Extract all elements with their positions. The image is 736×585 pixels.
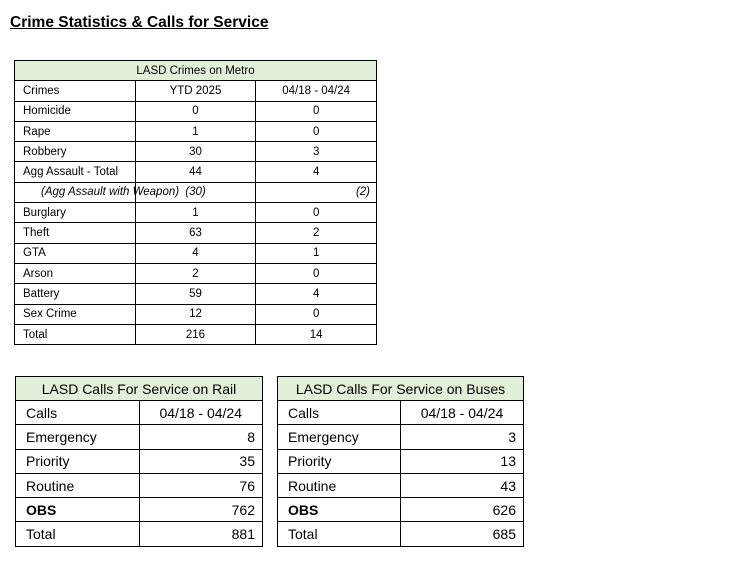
crime-label: Agg Assault - Total xyxy=(15,162,136,182)
crime-ytd: (30) xyxy=(135,182,256,202)
table-row-total xyxy=(278,522,524,546)
table-row xyxy=(15,101,377,121)
call-count: 762 xyxy=(139,498,263,522)
crime-label: Theft xyxy=(15,223,136,243)
column-header-week: 04/18 - 04/24 xyxy=(256,81,377,101)
crime-label: Total xyxy=(15,324,136,344)
bus-calls-table xyxy=(277,376,524,547)
table-row xyxy=(15,243,377,263)
crime-ytd: 216 xyxy=(135,324,256,344)
table-row xyxy=(16,449,263,473)
call-type-label: Emergency xyxy=(16,425,140,449)
crime-ytd: 4 xyxy=(135,243,256,263)
table-row xyxy=(278,498,524,522)
table-row xyxy=(278,449,524,473)
column-header-calls: Calls xyxy=(16,401,140,425)
call-count: 685 xyxy=(401,522,524,546)
column-header-crimes: Crimes xyxy=(15,81,136,101)
call-count: 881 xyxy=(139,522,263,546)
crime-week: 14 xyxy=(256,324,377,344)
rail-calls-table xyxy=(15,376,263,547)
crime-label: Burglary xyxy=(15,203,136,223)
column-header-ytd: YTD 2025 xyxy=(135,81,256,101)
column-header-week: 04/18 - 04/24 xyxy=(401,401,524,425)
crime-ytd: 12 xyxy=(135,304,256,324)
crime-ytd: 1 xyxy=(135,203,256,223)
table-header-row xyxy=(15,81,377,101)
crime-ytd: 0 xyxy=(135,101,256,121)
call-count: 626 xyxy=(401,498,524,522)
crime-week: 0 xyxy=(256,203,377,223)
crime-week: (2) xyxy=(256,182,377,202)
crime-label: Sex Crime xyxy=(15,304,136,324)
rail-table-title: LASD Calls For Service on Rail xyxy=(16,377,263,401)
crime-week: 1 xyxy=(256,243,377,263)
call-type-label: Emergency xyxy=(278,425,401,449)
crime-label: GTA xyxy=(15,243,136,263)
crime-week: 4 xyxy=(256,284,377,304)
crime-week: 2 xyxy=(256,223,377,243)
table-row xyxy=(16,425,263,449)
crime-ytd: 1 xyxy=(135,121,256,141)
call-count: 76 xyxy=(139,473,263,497)
table-row-subtotal xyxy=(15,182,377,202)
table-row xyxy=(16,498,263,522)
table-title-row xyxy=(16,377,263,401)
table-title-row xyxy=(278,377,524,401)
call-type-label: Priority xyxy=(278,449,401,473)
crime-ytd: 44 xyxy=(135,162,256,182)
table-row xyxy=(278,425,524,449)
crime-week: 0 xyxy=(256,304,377,324)
crime-week: 0 xyxy=(256,101,377,121)
crime-label: Robbery xyxy=(15,142,136,162)
call-type-label: OBS xyxy=(16,498,140,522)
call-type-label: Routine xyxy=(16,473,140,497)
table-header-row xyxy=(16,401,263,425)
crime-ytd: 30 xyxy=(135,142,256,162)
table-row xyxy=(15,142,377,162)
call-count: 35 xyxy=(139,449,263,473)
crime-week: 4 xyxy=(256,162,377,182)
call-type-label: Total xyxy=(16,522,140,546)
call-count: 8 xyxy=(139,425,263,449)
call-type-label: Priority xyxy=(16,449,140,473)
table-row xyxy=(15,162,377,182)
call-type-label: Routine xyxy=(278,473,401,497)
call-count: 13 xyxy=(401,449,524,473)
table-row xyxy=(15,203,377,223)
table-row-total xyxy=(16,522,263,546)
crime-week: 0 xyxy=(256,263,377,283)
crime-ytd: 59 xyxy=(135,284,256,304)
crime-label: (Agg Assault with Weapon) xyxy=(15,182,136,202)
table-row xyxy=(15,121,377,141)
table-title-row xyxy=(15,61,377,81)
table-row xyxy=(15,304,377,324)
table-row xyxy=(16,473,263,497)
table-row xyxy=(15,284,377,304)
call-count: 3 xyxy=(401,425,524,449)
page-title: Crime Statistics & Calls for Service xyxy=(10,14,269,31)
crimes-table xyxy=(14,60,377,345)
crime-week: 0 xyxy=(256,121,377,141)
crime-ytd: 2 xyxy=(135,263,256,283)
table-row xyxy=(15,223,377,243)
table-header-row xyxy=(278,401,524,425)
column-header-calls: Calls xyxy=(278,401,401,425)
crime-label: Arson xyxy=(15,263,136,283)
call-type-label: Total xyxy=(278,522,401,546)
call-type-label: OBS xyxy=(278,498,401,522)
call-count: 43 xyxy=(401,473,524,497)
crime-label: Homicide xyxy=(15,101,136,121)
table-row-total xyxy=(15,324,377,344)
crime-week: 3 xyxy=(256,142,377,162)
table-row xyxy=(15,263,377,283)
table-row xyxy=(278,473,524,497)
crime-label: Rape xyxy=(15,121,136,141)
crime-ytd: 63 xyxy=(135,223,256,243)
crime-label: Battery xyxy=(15,284,136,304)
crimes-table-title: LASD Crimes on Metro xyxy=(15,61,377,81)
bus-table-title: LASD Calls For Service on Buses xyxy=(278,377,524,401)
column-header-week: 04/18 - 04/24 xyxy=(139,401,263,425)
